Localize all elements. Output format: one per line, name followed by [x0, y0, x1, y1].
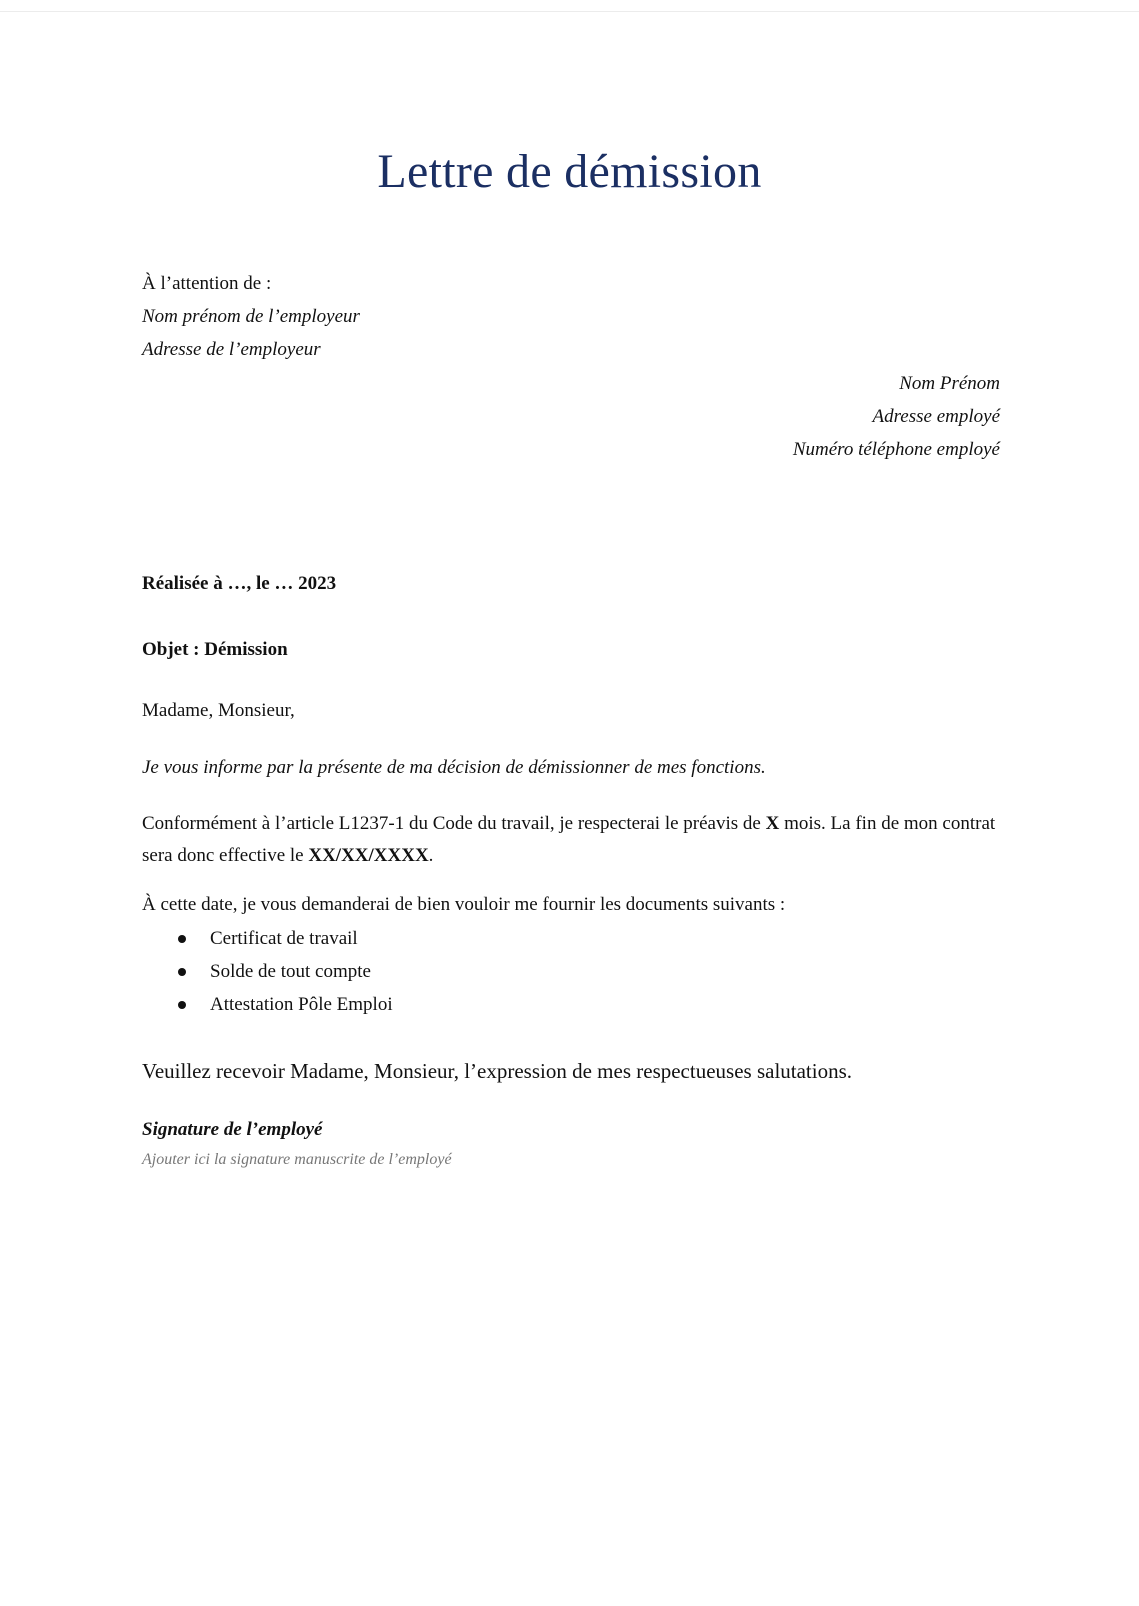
list-item	[142, 922, 393, 955]
employee-name: Nom Prénom	[899, 373, 1000, 394]
signature-hint: Ajouter ici la signature manuscrite de l’employé	[142, 1151, 452, 1168]
employee-block	[793, 367, 1000, 466]
employer-address: Adresse de l’employeur	[142, 339, 321, 360]
bullet-icon	[178, 968, 186, 976]
employer-name: Nom prénom de l’employeur	[142, 306, 360, 327]
notice-paragraph	[142, 808, 1002, 872]
attention-label: À l’attention de :	[142, 273, 272, 294]
signature-label: Signature de l’employé	[142, 1119, 323, 1140]
document-item-label: Certificat de travail	[210, 928, 358, 949]
list-item	[142, 988, 393, 1021]
recipient-block	[142, 267, 360, 366]
salutation: Madame, Monsieur,	[142, 700, 295, 721]
bullet-icon	[178, 1001, 186, 1009]
employee-phone: Numéro téléphone employé	[792, 439, 1000, 460]
document-item-label: Attestation Pôle Emploi	[210, 994, 393, 1015]
notice-months-value: X	[765, 813, 780, 834]
document-item-label: Solde de tout compte	[210, 961, 371, 982]
documents-list	[142, 922, 393, 1021]
list-item	[142, 955, 393, 988]
intro-paragraph: Je vous informe par la présente de ma décision de démissionner de mes fonctions.	[142, 757, 766, 778]
bullet-icon	[178, 935, 186, 943]
place-date: Réalisée à …, le … 2023	[142, 573, 337, 594]
closing-paragraph: Veuillez recevoir Madame, Monsieur, l’expression de mes respectueuses salutations.	[142, 1059, 853, 1083]
notice-text-part3: .	[428, 845, 434, 866]
employee-address: Adresse employé	[872, 406, 1000, 427]
documents-intro: À cette date, je vous demanderai de bien vouloir me fournir les documents suivants :	[142, 894, 786, 915]
contract-end-date: XX/XX/XXXX	[308, 845, 429, 866]
notice-text-part2: mois. La fin de mon contrat sera donc effective le	[142, 813, 996, 866]
subject-line: Objet : Démission	[142, 639, 288, 660]
page-title: Lettre de démission	[377, 145, 762, 198]
notice-text-part1: Conformément à l’article L1237-1 du Code du travail, je respecterai le préavis de	[142, 813, 766, 834]
